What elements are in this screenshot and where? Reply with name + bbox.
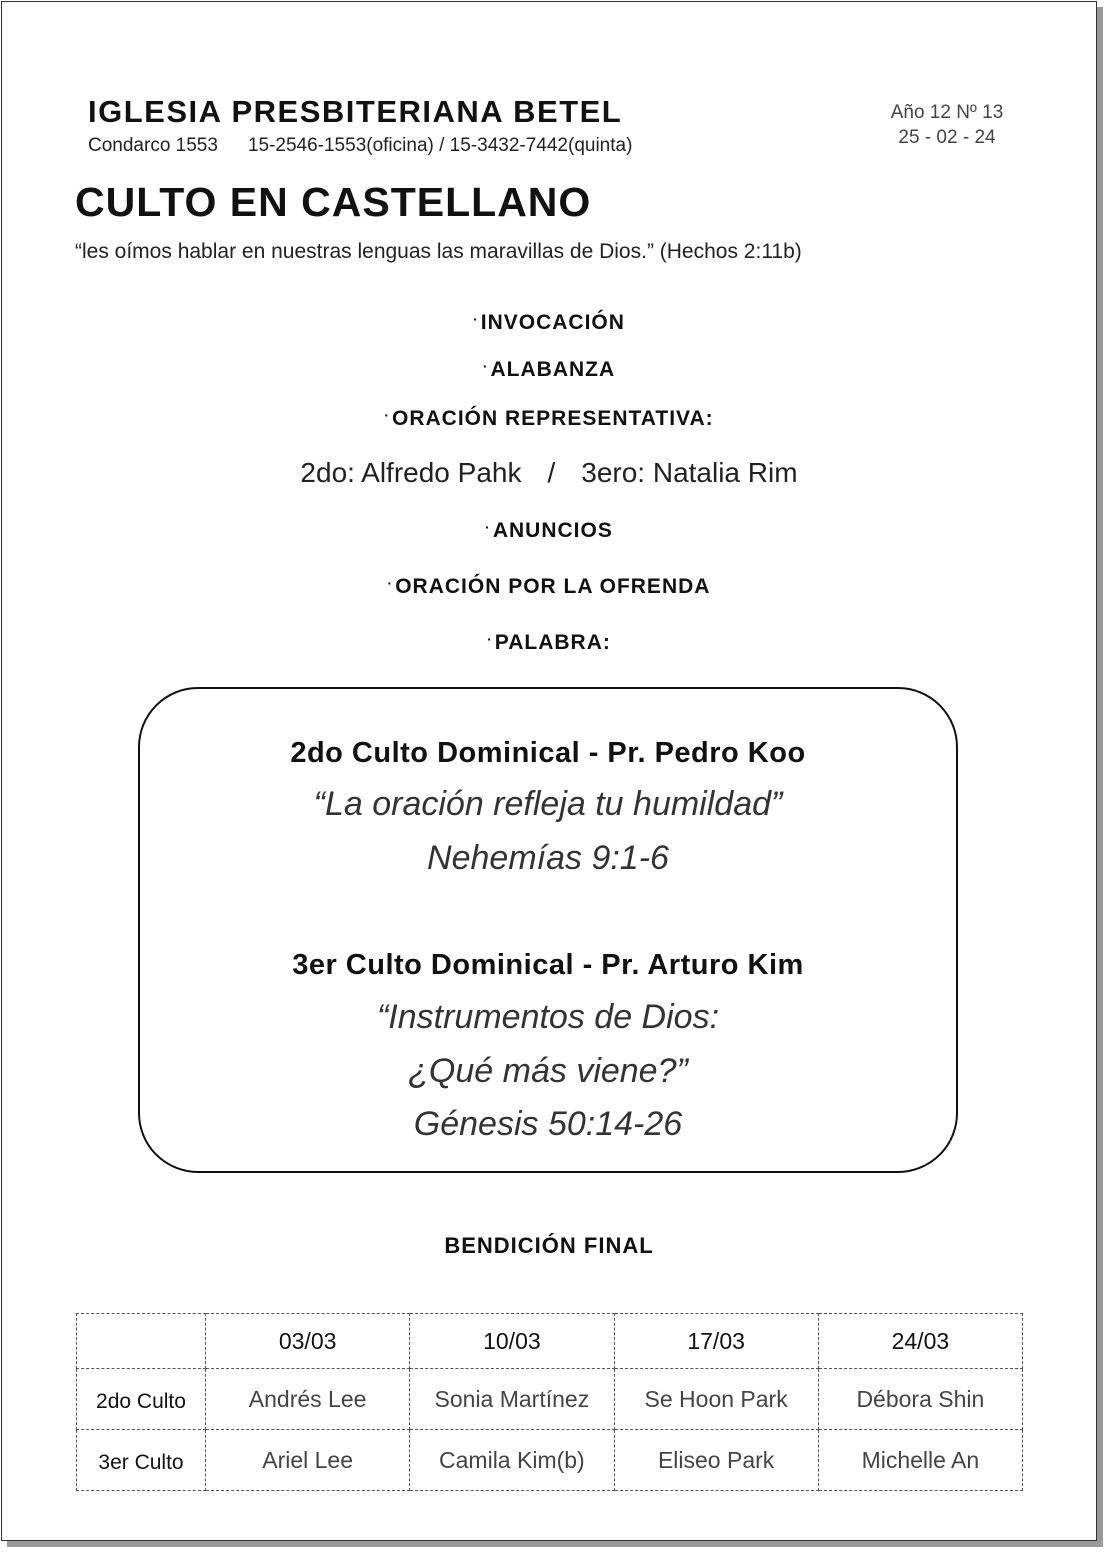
church-name: IGLESIA PRESBITERIANA BETEL [88,94,623,129]
bullet: · [384,407,390,423]
sermon-3er-title-line2: ¿Qué más viene?” [408,1052,688,1090]
order-item-oracion-representativa: ·ORACIÓN REPRESENTATIVA: [384,407,714,430]
sermon-2do-title: “La oración refleja tu humildad” [313,785,783,823]
date-header: 24/03 [818,1314,1022,1369]
sermon-2do-reference: Nehemías 9:1-6 [427,839,669,877]
order-item-oracion-ofrenda: ·ORACIÓN POR LA OFRENDA [387,575,711,598]
church-address: Condarco 1553 [88,135,218,156]
table-cell: Sonia Martínez [410,1369,614,1430]
table-corner-cell [77,1314,206,1369]
date-header: 17/03 [614,1314,818,1369]
table-cell: Camila Kim(b) [410,1430,614,1491]
prayer-rota-table [76,1313,1023,1491]
order-item-invocacion: ·INVOCACIÓN [473,311,625,334]
theme-verse: “les oímos hablar en nuestras lenguas las maravillas de Dios.” (Hechos 2:11b) [75,240,802,263]
bullet: · [487,631,493,647]
table-cell: Ariel Lee [206,1430,410,1491]
sermon-3er-heading: 3er Culto Dominical - Pr. Arturo Kim [292,949,804,981]
page-title: CULTO EN CASTELLANO [75,179,592,225]
order-item-alabanza: ·ALABANZA [482,358,616,381]
prayer-leaders [2,457,1096,489]
table-row [77,1430,1023,1491]
bullet: · [473,311,479,327]
table-cell: Débora Shin [818,1369,1022,1430]
date-header: 10/03 [410,1314,614,1369]
row-label: 2do Culto [77,1369,206,1430]
bulletin-page [1,1,1097,1541]
order-item-palabra: ·PALABRA: [487,631,611,654]
bullet: · [482,358,489,374]
church-contact [88,135,662,157]
church-phones: 15-2546-1553(oficina) / 15-3432-7442(quinta) [247,135,633,156]
order-item-anuncios: ·ANUNCIOS [485,519,613,542]
table-row [77,1369,1023,1430]
date-header: 03/03 [206,1314,410,1369]
sermon-3er-title-line1: “Instrumentos de Dios: [376,998,720,1036]
bullet: · [485,519,491,535]
sermon-3er-reference: Génesis 50:14-26 [413,1105,683,1143]
table-cell: Andrés Lee [206,1369,410,1430]
row-label: 3er Culto [77,1430,206,1491]
table-header-row [77,1314,1023,1369]
prayer-leader-3ero: 3ero: Natalia Rim [581,457,798,488]
table-cell: Eliseo Park [614,1430,818,1491]
prayer-leader-2do: 2do: Alfredo Pahk [300,457,522,488]
issue-info [882,100,1012,150]
bullet: · [387,575,394,591]
issue-date: 25 - 02 - 24 [898,127,996,148]
prayer-separator: / [547,457,556,488]
sermon-2do-heading: 2do Culto Dominical - Pr. Pedro Koo [290,737,806,769]
table-cell: Se Hoon Park [614,1369,818,1430]
table-cell: Michelle An [818,1430,1022,1491]
sermon-box [138,687,958,1173]
closing-blessing: BENDICIÓN FINAL [444,1233,654,1258]
issue-number: Año 12 Nº 13 [890,102,1004,123]
